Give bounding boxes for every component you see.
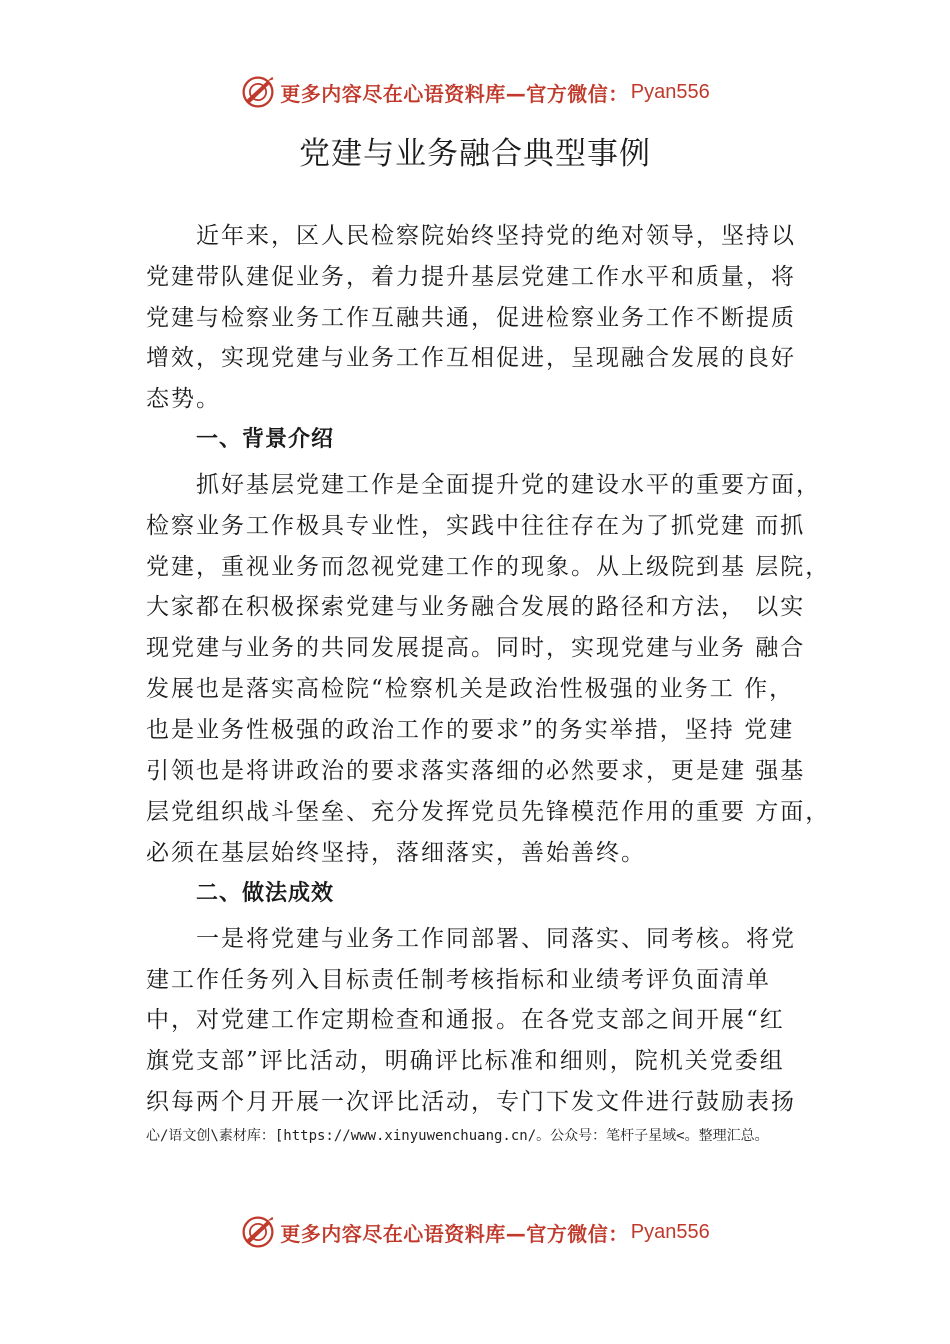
paragraph-line: 党建，重视业务而忽视党建工作的现象。从上级院到基 层院， <box>146 554 831 580</box>
section-heading-background: 一、背景介绍 <box>196 427 335 452</box>
banner-wechat-id: Pyan556 <box>630 80 710 103</box>
banner-text: 更多内容尽在心语资料库—官方微信： <box>280 1221 629 1246</box>
footer-banner <box>0 1212 950 1252</box>
paragraph-line: 增效，实现党建与业务工作互相促进，呈现融合发展的良好 <box>146 345 796 371</box>
paragraph-line: 一是将党建与业务工作同部署、同落实、同考核。将党 <box>196 926 796 952</box>
banner-wechat-id: Pyan556 <box>630 1220 710 1243</box>
paragraph-line: 建工作任务列入目标责任制考核指标和业绩考评负面清单 <box>146 967 771 993</box>
paragraph-line: 旗党支部”评比活动，明确评比标准和细则，院机关党委组 <box>146 1048 785 1074</box>
paragraph-line: 检察业务工作极具专业性，实践中往往存在为了抓党建 而抓 <box>146 513 806 539</box>
paragraph-line: 发展也是落实高检院“检察机关是政治性极强的业务工 作， <box>146 676 795 702</box>
banner-text: 更多内容尽在心语资料库—官方微信： <box>280 81 629 106</box>
logo-icon <box>240 1214 276 1250</box>
paragraph-line: 引领也是将讲政治的要求落实落细的必然要求，更是建 强基 <box>146 758 806 784</box>
paragraph-line: 党建带队建促业务，着力提升基层党建工作水平和质量，将 <box>146 264 796 290</box>
paragraph-line: 层党组织战斗堡垒、充分发挥党员先锋模范作用的重要 方面， <box>146 799 831 825</box>
header-banner <box>0 72 950 112</box>
paragraph-line: 织每两个月开展一次评比活动，专门下发文件进行鼓励表扬 <box>146 1089 796 1115</box>
section-heading-practice: 二、做法成效 <box>196 881 335 906</box>
paragraph-line: 近年来，区人民检察院始终坚持党的绝对领导，坚持以 <box>196 223 796 249</box>
paragraph-line: 现党建与业务的共同发展提高。同时，实现党建与业务 融合 <box>146 635 806 661</box>
source-note: 心/语文创\素材库：[https://www.xinyuwenchuang.cn/。公众号：笔杆子星域<。整理汇总。 <box>146 1128 769 1144</box>
paragraph-line: 大家都在积极探索党建与业务融合发展的路径和方法， 以实 <box>146 594 806 620</box>
paragraph-line: 党建与检察业务工作互融共通，促进检察业务工作不断提质 <box>146 305 796 331</box>
logo-icon <box>240 74 276 110</box>
paragraph-line: 态势。 <box>146 386 221 412</box>
paragraph-line: 也是业务性极强的政治工作的要求”的务实举措，坚持 党建 <box>146 717 795 743</box>
paragraph-line: 中，对党建工作定期检查和通报。在各党支部之间开展“红 <box>146 1007 785 1033</box>
paragraph-line: 必须在基层始终坚持，落细落实，善始善终。 <box>146 840 646 866</box>
document-title: 党建与业务融合典型事例 <box>299 136 651 172</box>
paragraph-line: 抓好基层党建工作是全面提升党的建设水平的重要方面， <box>196 472 821 498</box>
